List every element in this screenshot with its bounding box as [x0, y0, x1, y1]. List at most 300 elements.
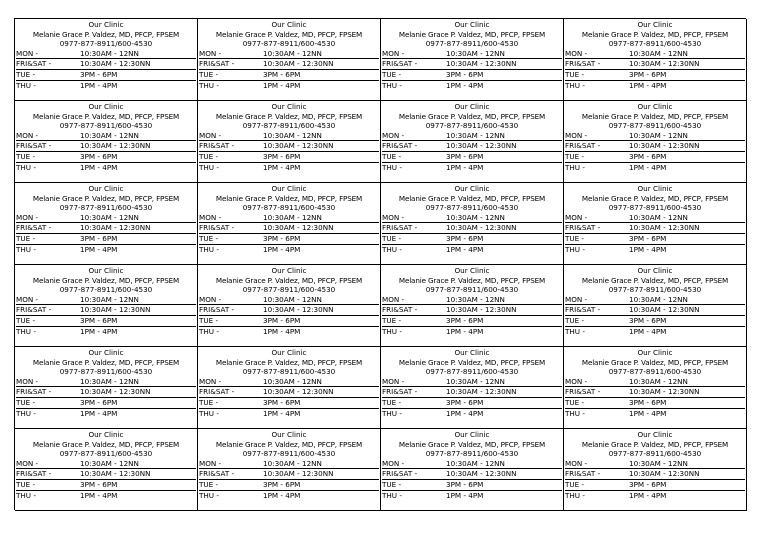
schedule-time: 10:30AM - 12NN: [629, 458, 688, 468]
clinic-name: Our Clinic: [637, 102, 673, 111]
clinic-name: Our Clinic: [88, 266, 124, 275]
schedule-row-mon: [16, 459, 196, 470]
clinic-card: [198, 429, 381, 511]
schedule-time: 3PM - 6PM: [629, 397, 667, 407]
schedule-row-mon: [565, 131, 745, 142]
schedule-row-mon: [565, 295, 745, 306]
schedule-day: TUE -: [382, 479, 402, 489]
schedule-time: 10:30AM - 12NN: [263, 294, 322, 304]
clinic-name: Our Clinic: [454, 102, 490, 111]
schedule-row-fri-sat: [382, 387, 562, 398]
schedule-time: 10:30AM - 12:30NN: [263, 59, 334, 69]
schedule-day: TUE -: [565, 315, 585, 325]
schedule-day: THU -: [565, 408, 585, 418]
clinic-card: [381, 347, 564, 429]
schedule-row-thu: [382, 245, 562, 255]
schedule-time: 1PM - 4PM: [446, 244, 484, 254]
doctor-name: Melanie Grace P. Valdez, MD, PFCP, FPSEM: [581, 29, 729, 39]
schedule-row-mon: [565, 49, 745, 60]
schedule-time: 10:30AM - 12:30NN: [263, 141, 334, 151]
schedule-row-mon: [382, 459, 562, 470]
schedule-day: TUE -: [199, 69, 219, 79]
schedule-row-tue: [199, 316, 379, 327]
schedule-row-thu: [382, 409, 562, 419]
doctor-name: Melanie Grace P. Valdez, MD, PFCP, FPSEM: [581, 111, 729, 121]
schedule-time: 3PM - 6PM: [263, 397, 301, 407]
schedule-day: MON -: [565, 294, 588, 304]
schedule-row-tue: [382, 70, 562, 81]
schedule-time: 10:30AM - 12:30NN: [446, 387, 517, 397]
schedule-time: 10:30AM - 12:30NN: [446, 469, 517, 479]
schedule-day: MON -: [199, 458, 222, 468]
schedule-row-mon: [565, 377, 745, 388]
schedule-row-mon: [382, 131, 562, 142]
schedule-time: 10:30AM - 12NN: [263, 48, 322, 58]
schedule-row-fri-sat: [382, 305, 562, 316]
schedule-row-thu: [565, 81, 745, 91]
schedule-day: TUE -: [199, 151, 219, 161]
schedule-row-tue: [16, 480, 196, 491]
clinic-card: [15, 101, 198, 183]
doctor-name: Melanie Grace P. Valdez, MD, PFCP, FPSEM: [215, 193, 363, 203]
schedule-row-mon: [199, 459, 379, 470]
schedule-time: 3PM - 6PM: [263, 151, 301, 161]
schedule-day: TUE -: [565, 233, 585, 243]
schedule-day: MON -: [382, 130, 405, 140]
doctor-name: Melanie Grace P. Valdez, MD, PFCP, FPSEM: [581, 275, 729, 285]
schedule-time: 1PM - 4PM: [263, 244, 301, 254]
doctor-name: Melanie Grace P. Valdez, MD, PFCP, FPSEM: [398, 111, 546, 121]
schedule-row-tue: [382, 152, 562, 163]
schedule-day: FRI&SAT -: [565, 469, 601, 479]
schedule-time: 10:30AM - 12NN: [446, 48, 505, 58]
schedule-time: 10:30AM - 12NN: [80, 212, 139, 222]
schedule-row-fri-sat: [199, 387, 379, 398]
schedule-day: TUE -: [382, 233, 402, 243]
phone-numbers: 0977-877-8911/600-4530: [425, 39, 519, 49]
schedule-time: 3PM - 6PM: [263, 479, 301, 489]
schedule-time: 10:30AM - 12NN: [80, 376, 139, 386]
schedule-row-thu: [565, 327, 745, 337]
schedule-day: FRI&SAT -: [565, 59, 601, 69]
schedule-row-fri-sat: [565, 469, 745, 480]
schedule-row-tue: [382, 234, 562, 245]
clinic-card: [198, 347, 381, 429]
schedule-time: 3PM - 6PM: [80, 315, 118, 325]
schedule-row-mon: [16, 131, 196, 142]
schedule-time: 10:30AM - 12:30NN: [629, 141, 700, 151]
schedule-day: FRI&SAT -: [199, 223, 235, 233]
schedule-time: 1PM - 4PM: [263, 80, 301, 90]
schedule-day: MON -: [16, 130, 39, 140]
schedule-time: 10:30AM - 12:30NN: [629, 387, 700, 397]
phone-numbers: 0977-877-8911/600-4530: [59, 367, 153, 377]
phone-numbers: 0977-877-8911/600-4530: [242, 285, 336, 295]
schedule-row-fri-sat: [565, 305, 745, 316]
clinic-card: [381, 101, 564, 183]
schedule-time: 3PM - 6PM: [80, 479, 118, 489]
clinic-name: Our Clinic: [637, 348, 673, 357]
schedule-time: 3PM - 6PM: [446, 315, 484, 325]
schedule-row-mon: [199, 295, 379, 306]
clinic-name: Our Clinic: [88, 102, 124, 111]
schedule-time: 3PM - 6PM: [80, 233, 118, 243]
schedule-day: FRI&SAT -: [565, 305, 601, 315]
doctor-name: Melanie Grace P. Valdez, MD, PFCP, FPSEM: [32, 275, 180, 285]
phone-numbers: 0977-877-8911/600-4530: [242, 367, 336, 377]
clinic-card: [564, 429, 747, 511]
clinic-card: [15, 429, 198, 511]
clinic-card: [15, 265, 198, 347]
schedule-time: 10:30AM - 12NN: [263, 212, 322, 222]
schedule-time: 10:30AM - 12:30NN: [263, 469, 334, 479]
schedule-day: THU -: [16, 244, 36, 254]
schedule-time: 10:30AM - 12:30NN: [80, 305, 151, 315]
schedule-day: TUE -: [565, 69, 585, 79]
schedule-time: 1PM - 4PM: [263, 162, 301, 172]
schedule-row-tue: [382, 316, 562, 327]
schedule-row-tue: [565, 316, 745, 327]
schedule-row-mon: [382, 213, 562, 224]
schedule-time: 10:30AM - 12:30NN: [629, 59, 700, 69]
schedule-time: 1PM - 4PM: [629, 326, 667, 336]
schedule-row-fri-sat: [565, 387, 745, 398]
schedule-time: 3PM - 6PM: [263, 315, 301, 325]
schedule-day: MON -: [199, 294, 222, 304]
schedule-day: FRI&SAT -: [199, 59, 235, 69]
schedule-row-thu: [382, 327, 562, 337]
schedule-day: MON -: [16, 294, 39, 304]
schedule-day: FRI&SAT -: [16, 141, 52, 151]
schedule-day: THU -: [382, 490, 402, 500]
schedule-day: MON -: [199, 212, 222, 222]
schedule-time: 1PM - 4PM: [446, 162, 484, 172]
schedule-row-fri-sat: [565, 59, 745, 70]
schedule-day: THU -: [16, 408, 36, 418]
schedule-time: 10:30AM - 12NN: [446, 458, 505, 468]
schedule-day: FRI&SAT -: [382, 469, 418, 479]
clinic-card: [564, 347, 747, 429]
doctor-name: Melanie Grace P. Valdez, MD, PFCP, FPSEM: [32, 357, 180, 367]
schedule-time: 3PM - 6PM: [80, 397, 118, 407]
phone-numbers: 0977-877-8911/600-4530: [608, 367, 702, 377]
schedule-time: 3PM - 6PM: [629, 315, 667, 325]
schedule-row-mon: [199, 377, 379, 388]
clinic-name: Our Clinic: [88, 20, 124, 29]
phone-numbers: 0977-877-8911/600-4530: [242, 449, 336, 459]
schedule-row-tue: [16, 398, 196, 409]
schedule-time: 10:30AM - 12:30NN: [80, 387, 151, 397]
clinic-name: Our Clinic: [271, 430, 307, 439]
schedule-time: 10:30AM - 12:30NN: [629, 305, 700, 315]
schedule-time: 10:30AM - 12NN: [629, 130, 688, 140]
schedule-row-fri-sat: [199, 59, 379, 70]
clinic-card: [198, 19, 381, 101]
schedule-day: FRI&SAT -: [382, 305, 418, 315]
schedule-day: MON -: [16, 458, 39, 468]
schedule-day: THU -: [565, 490, 585, 500]
schedule-day: MON -: [565, 376, 588, 386]
schedule-day: MON -: [382, 212, 405, 222]
doctor-name: Melanie Grace P. Valdez, MD, PFCP, FPSEM: [581, 357, 729, 367]
schedule-day: MON -: [565, 130, 588, 140]
schedule-row-fri-sat: [565, 223, 745, 234]
schedule-time: 10:30AM - 12:30NN: [629, 223, 700, 233]
schedule-row-tue: [565, 398, 745, 409]
clinic-card: [564, 101, 747, 183]
schedule-day: THU -: [199, 162, 219, 172]
phone-numbers: 0977-877-8911/600-4530: [608, 39, 702, 49]
doctor-name: Melanie Grace P. Valdez, MD, PFCP, FPSEM: [398, 193, 546, 203]
schedule-time: 10:30AM - 12:30NN: [446, 305, 517, 315]
doctor-name: Melanie Grace P. Valdez, MD, PFCP, FPSEM: [398, 357, 546, 367]
schedule-day: FRI&SAT -: [565, 141, 601, 151]
clinic-card: [564, 19, 747, 101]
schedule-row-tue: [199, 234, 379, 245]
schedule-day: THU -: [382, 244, 402, 254]
schedule-day: THU -: [16, 80, 36, 90]
schedule-row-fri-sat: [382, 141, 562, 152]
schedule-row-fri-sat: [199, 469, 379, 480]
schedule-time: 1PM - 4PM: [263, 490, 301, 500]
schedule-row-thu: [16, 245, 196, 255]
phone-numbers: 0977-877-8911/600-4530: [59, 121, 153, 131]
schedule-day: THU -: [382, 80, 402, 90]
clinic-card: [15, 347, 198, 429]
phone-numbers: 0977-877-8911/600-4530: [608, 449, 702, 459]
phone-numbers: 0977-877-8911/600-4530: [59, 285, 153, 295]
doctor-name: Melanie Grace P. Valdez, MD, PFCP, FPSEM: [32, 29, 180, 39]
clinic-name: Our Clinic: [637, 184, 673, 193]
schedule-row-fri-sat: [565, 141, 745, 152]
clinic-name: Our Clinic: [454, 20, 490, 29]
phone-numbers: 0977-877-8911/600-4530: [242, 121, 336, 131]
schedule-time: 1PM - 4PM: [629, 162, 667, 172]
schedule-time: 3PM - 6PM: [629, 69, 667, 79]
clinic-card: [564, 183, 747, 265]
schedule-time: 3PM - 6PM: [80, 151, 118, 161]
schedule-row-thu: [16, 81, 196, 91]
schedule-day: TUE -: [16, 397, 36, 407]
schedule-time: 1PM - 4PM: [80, 326, 118, 336]
schedule-day: TUE -: [16, 479, 36, 489]
schedule-row-thu: [16, 409, 196, 419]
clinic-name: Our Clinic: [271, 348, 307, 357]
clinic-name: Our Clinic: [637, 430, 673, 439]
schedule-day: FRI&SAT -: [16, 223, 52, 233]
schedule-time: 1PM - 4PM: [80, 490, 118, 500]
schedule-day: FRI&SAT -: [16, 305, 52, 315]
schedule-row-fri-sat: [16, 223, 196, 234]
schedule-day: TUE -: [199, 315, 219, 325]
clinic-card: [15, 183, 198, 265]
schedule-day: TUE -: [382, 151, 402, 161]
schedule-day: THU -: [16, 326, 36, 336]
schedule-time: 1PM - 4PM: [629, 490, 667, 500]
schedule-row-mon: [199, 49, 379, 60]
schedule-day: TUE -: [382, 315, 402, 325]
schedule-time: 10:30AM - 12NN: [629, 212, 688, 222]
phone-numbers: 0977-877-8911/600-4530: [59, 203, 153, 213]
schedule-day: TUE -: [565, 151, 585, 161]
schedule-day: MON -: [16, 376, 39, 386]
schedule-row-thu: [16, 327, 196, 337]
schedule-row-fri-sat: [382, 223, 562, 234]
clinic-card: [15, 19, 198, 101]
schedule-time: 1PM - 4PM: [80, 244, 118, 254]
doctor-name: Melanie Grace P. Valdez, MD, PFCP, FPSEM: [215, 439, 363, 449]
schedule-time: 10:30AM - 12:30NN: [80, 141, 151, 151]
schedule-row-thu: [199, 81, 379, 91]
schedule-day: MON -: [565, 48, 588, 58]
schedule-day: TUE -: [565, 479, 585, 489]
schedule-day: MON -: [199, 130, 222, 140]
schedule-day: THU -: [382, 162, 402, 172]
schedule-row-fri-sat: [199, 305, 379, 316]
schedule-time: 10:30AM - 12:30NN: [80, 469, 151, 479]
phone-numbers: 0977-877-8911/600-4530: [242, 39, 336, 49]
schedule-day: FRI&SAT -: [565, 223, 601, 233]
schedule-row-tue: [565, 152, 745, 163]
schedule-day: TUE -: [16, 151, 36, 161]
schedule-day: THU -: [199, 408, 219, 418]
schedule-day: FRI&SAT -: [382, 141, 418, 151]
schedule-time: 3PM - 6PM: [446, 69, 484, 79]
clinic-card: [381, 429, 564, 511]
schedule-row-fri-sat: [382, 469, 562, 480]
schedule-time: 3PM - 6PM: [446, 397, 484, 407]
schedule-day: THU -: [565, 80, 585, 90]
clinic-name: Our Clinic: [454, 184, 490, 193]
schedule-row-tue: [565, 480, 745, 491]
schedule-row-thu: [199, 327, 379, 337]
schedule-row-thu: [565, 409, 745, 419]
schedule-time: 3PM - 6PM: [80, 69, 118, 79]
phone-numbers: 0977-877-8911/600-4530: [608, 203, 702, 213]
clinic-card: [381, 183, 564, 265]
schedule-time: 1PM - 4PM: [629, 408, 667, 418]
schedule-row-mon: [382, 295, 562, 306]
schedule-day: TUE -: [16, 69, 36, 79]
schedule-day: TUE -: [16, 233, 36, 243]
business-card-sheet: [14, 18, 746, 510]
schedule-row-tue: [382, 398, 562, 409]
schedule-day: TUE -: [565, 397, 585, 407]
schedule-time: 10:30AM - 12NN: [80, 130, 139, 140]
clinic-card: [198, 101, 381, 183]
doctor-name: Melanie Grace P. Valdez, MD, PFCP, FPSEM: [32, 439, 180, 449]
clinic-name: Our Clinic: [637, 20, 673, 29]
schedule-day: MON -: [382, 48, 405, 58]
schedule-day: FRI&SAT -: [382, 223, 418, 233]
schedule-row-fri-sat: [16, 141, 196, 152]
schedule-time: 3PM - 6PM: [263, 69, 301, 79]
schedule-day: FRI&SAT -: [565, 387, 601, 397]
schedule-time: 10:30AM - 12:30NN: [263, 223, 334, 233]
schedule-row-mon: [565, 213, 745, 224]
phone-numbers: 0977-877-8911/600-4530: [425, 121, 519, 131]
schedule-row-mon: [199, 131, 379, 142]
schedule-day: THU -: [565, 326, 585, 336]
schedule-time: 1PM - 4PM: [263, 326, 301, 336]
schedule-row-fri-sat: [382, 59, 562, 70]
schedule-time: 10:30AM - 12NN: [446, 212, 505, 222]
phone-numbers: 0977-877-8911/600-4530: [59, 449, 153, 459]
schedule-time: 10:30AM - 12NN: [446, 376, 505, 386]
schedule-time: 10:30AM - 12:30NN: [263, 305, 334, 315]
clinic-name: Our Clinic: [271, 266, 307, 275]
phone-numbers: 0977-877-8911/600-4530: [608, 285, 702, 295]
schedule-row-thu: [565, 163, 745, 173]
schedule-time: 10:30AM - 12NN: [446, 130, 505, 140]
schedule-row-tue: [16, 152, 196, 163]
schedule-time: 10:30AM - 12:30NN: [629, 469, 700, 479]
clinic-name: Our Clinic: [271, 20, 307, 29]
schedule-day: THU -: [565, 244, 585, 254]
schedule-day: THU -: [382, 326, 402, 336]
schedule-row-fri-sat: [16, 305, 196, 316]
schedule-time: 10:30AM - 12NN: [80, 48, 139, 58]
schedule-time: 1PM - 4PM: [80, 162, 118, 172]
doctor-name: Melanie Grace P. Valdez, MD, PFCP, FPSEM: [215, 111, 363, 121]
schedule-day: MON -: [16, 48, 39, 58]
schedule-time: 1PM - 4PM: [629, 80, 667, 90]
schedule-time: 10:30AM - 12:30NN: [446, 223, 517, 233]
schedule-row-mon: [565, 459, 745, 470]
schedule-day: MON -: [382, 294, 405, 304]
schedule-day: TUE -: [16, 315, 36, 325]
doctor-name: Melanie Grace P. Valdez, MD, PFCP, FPSEM: [581, 439, 729, 449]
schedule-day: FRI&SAT -: [16, 469, 52, 479]
schedule-row-fri-sat: [16, 387, 196, 398]
schedule-day: TUE -: [382, 69, 402, 79]
schedule-row-tue: [382, 480, 562, 491]
clinic-card: [381, 265, 564, 347]
schedule-day: FRI&SAT -: [16, 59, 52, 69]
schedule-day: THU -: [382, 408, 402, 418]
schedule-row-tue: [16, 70, 196, 81]
phone-numbers: 0977-877-8911/600-4530: [242, 203, 336, 213]
schedule-row-thu: [199, 245, 379, 255]
schedule-time: 1PM - 4PM: [446, 326, 484, 336]
phone-numbers: 0977-877-8911/600-4530: [425, 449, 519, 459]
phone-numbers: 0977-877-8911/600-4530: [608, 121, 702, 131]
clinic-card: [198, 265, 381, 347]
schedule-time: 10:30AM - 12NN: [629, 294, 688, 304]
schedule-time: 10:30AM - 12NN: [629, 48, 688, 58]
schedule-row-thu: [199, 491, 379, 501]
schedule-row-fri-sat: [16, 469, 196, 480]
schedule-day: MON -: [199, 48, 222, 58]
schedule-row-thu: [382, 491, 562, 501]
schedule-row-mon: [16, 295, 196, 306]
schedule-row-mon: [16, 213, 196, 224]
schedule-row-thu: [199, 409, 379, 419]
schedule-day: THU -: [199, 490, 219, 500]
schedule-row-tue: [565, 234, 745, 245]
schedule-row-tue: [199, 152, 379, 163]
schedule-row-thu: [16, 163, 196, 173]
schedule-day: FRI&SAT -: [16, 387, 52, 397]
schedule-row-mon: [382, 49, 562, 60]
schedule-row-thu: [199, 163, 379, 173]
schedule-day: THU -: [16, 162, 36, 172]
doctor-name: Melanie Grace P. Valdez, MD, PFCP, FPSEM: [215, 29, 363, 39]
schedule-day: TUE -: [199, 479, 219, 489]
clinic-name: Our Clinic: [271, 102, 307, 111]
schedule-day: THU -: [565, 162, 585, 172]
schedule-row-tue: [565, 70, 745, 81]
